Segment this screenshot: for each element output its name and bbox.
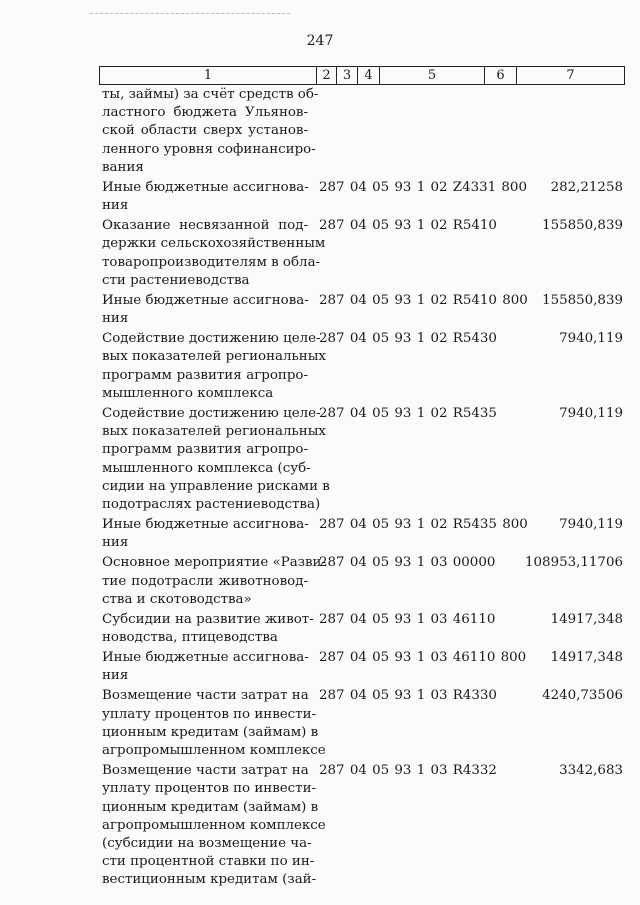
row-amount: 14917,348 (550, 611, 623, 627)
row-budget-code: 287 04 05 93 1 03 46110 (319, 611, 496, 627)
row-amount: 155850,839 (542, 292, 623, 308)
row-budget-code: 287 04 05 93 1 02 Z4331 800 (319, 179, 527, 195)
row-budget-code: 287 04 05 93 1 03 00000 (319, 555, 496, 571)
description-line: Иные бюджетные ассигнова- (102, 517, 309, 532)
description-line: ленного уровня софинансиро- (102, 141, 316, 157)
description-line: уплату процентов по инвести- (102, 706, 317, 722)
row-amount: 155850,839 (542, 218, 623, 234)
description-line: ства и скотоводства» (102, 591, 252, 607)
row-amount: 7940,119 (559, 405, 623, 421)
description-line: Возмещение части затрат на (102, 763, 309, 779)
description-line: агропромышленном комплексе (102, 817, 326, 833)
description-line: новодства, птицеводства (102, 630, 278, 645)
row-amount: 7940,119 (559, 517, 623, 532)
column-header-7: 7 (517, 67, 625, 85)
description-line: ционным кредитам (займам) в (102, 799, 319, 815)
description-line: Содействие достижению целе- (102, 331, 321, 347)
row-description (102, 292, 308, 328)
row-amount: 282,21258 (550, 179, 623, 195)
row-description (102, 330, 326, 403)
column-header-4: 4 (358, 67, 380, 85)
description-line: ния (102, 535, 129, 551)
row-amount: 7940,119 (559, 331, 623, 347)
description-line: товаропроизводителям в обла- (102, 254, 321, 270)
row-description (102, 516, 308, 552)
description-line: вестиционным кредитам (зай- (102, 872, 317, 888)
description-line: программ развития агропро- (102, 442, 308, 458)
description-line: вых показателей региональных (102, 349, 326, 365)
description-line: программ развития агропро- (102, 367, 308, 383)
description-line: держки сельскохозяйственным (102, 236, 326, 252)
row-amount: 4240,73506 (542, 688, 623, 704)
row-description (102, 217, 326, 290)
description-line: Иные бюджетные ассигнова- (102, 650, 309, 666)
row-amount: 14917,348 (550, 650, 623, 666)
description-line: сти процентной ставки по ин- (102, 854, 315, 870)
description-line: ния (102, 311, 129, 327)
description-line: ния (102, 198, 129, 214)
description-line: ния (102, 668, 129, 684)
description-line: Субсидии на развитие живот- (102, 611, 314, 627)
description-line: Оказание несвязанной под- (102, 218, 308, 234)
column-header-3: 3 (337, 67, 358, 85)
description-line: тие подотрасли животновод- (102, 573, 308, 589)
description-line: ты, займы) за счёт средств об- (102, 87, 319, 102)
row-budget-code: 287 04 05 93 1 03 R4332 (319, 763, 497, 779)
description-line: уплату процентов по инвести- (102, 781, 317, 797)
row-amount: 3342,683 (559, 763, 623, 779)
row-description (102, 554, 327, 609)
description-line: Содействие достижению целе- (102, 405, 321, 421)
column-header-2: 2 (317, 67, 337, 85)
row-description (102, 405, 330, 514)
description-line: Возмещение части затрат на (102, 688, 309, 704)
column-header-6: 6 (485, 67, 517, 85)
row-description (102, 179, 308, 215)
description-line: ционным кредитам (займам) в (102, 724, 319, 740)
description-line: ской области сверх установ- (102, 123, 308, 139)
description-line: Иные бюджетные ассигнова- (102, 292, 309, 308)
description-line: сти растениеводства (102, 272, 250, 288)
row-amount: 108953,11706 (525, 555, 623, 571)
row-budget-code: 287 04 05 93 1 02 R5435 (319, 405, 497, 421)
description-line: сидии на управление рисками в (102, 478, 330, 494)
row-description (102, 86, 319, 177)
description-line: Иные бюджетные ассигнова- (102, 179, 309, 195)
row-description (102, 649, 308, 685)
description-line: агропромышленном комплексе (102, 743, 326, 758)
description-line: вых показателей региональных (102, 424, 326, 440)
row-description (102, 687, 326, 760)
row-budget-code: 287 04 05 93 1 02 R5430 (319, 331, 497, 347)
row-budget-code: 287 04 05 93 1 02 R5410 (319, 218, 497, 234)
description-line: Основное мероприятие «Разви- (102, 555, 327, 571)
page-number: 247 (306, 33, 334, 49)
column-header-5: 5 (380, 67, 485, 85)
scan-artifact-line (90, 13, 290, 15)
column-header-table (99, 66, 625, 85)
column-header-1: 1 (100, 67, 317, 85)
description-line: ластного бюджета Ульянов- (102, 105, 308, 121)
description-line: подотраслях растениеводства) (102, 496, 321, 512)
row-budget-code: 287 04 05 93 1 02 R5435 800 (319, 517, 528, 532)
description-line: (субсидии на возмещение ча- (102, 835, 312, 851)
description-line: вания (102, 159, 144, 175)
description-line: мышленного комплекса (суб- (102, 460, 311, 476)
row-description (102, 762, 326, 889)
row-budget-code: 287 04 05 93 1 03 R4330 (319, 688, 497, 704)
row-budget-code: 287 04 05 93 1 02 R5410 800 (319, 292, 528, 308)
description-line: мышленного комплекса (102, 385, 274, 401)
row-budget-code: 287 04 05 93 1 03 46110 800 (319, 650, 527, 666)
row-description (102, 611, 314, 647)
column-header-row (100, 67, 625, 85)
